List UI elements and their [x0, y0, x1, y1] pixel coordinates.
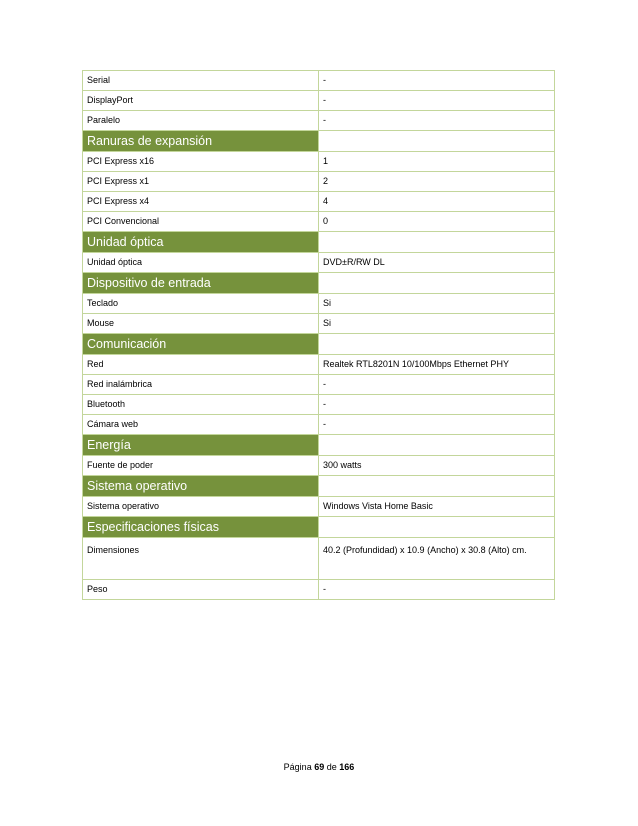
section-header-row: [83, 334, 555, 355]
table-row: [83, 456, 555, 476]
section-header-row: [83, 131, 555, 152]
page-footer: [0, 762, 638, 772]
footer-page-total: 166: [339, 762, 355, 772]
spec-label: Peso: [83, 580, 319, 600]
spec-label: PCI Express x4: [83, 192, 319, 212]
spec-label: Red inalámbrica: [83, 375, 319, 395]
table-row: [83, 375, 555, 395]
spec-label: PCI Express x1: [83, 172, 319, 192]
spec-value: 40.2 (Profundidad) x 10.9 (Ancho) x 30.8 (Alto) cm.: [319, 538, 555, 580]
table-row: [83, 111, 555, 131]
table-row: [83, 294, 555, 314]
spec-value: Realtek RTL8201N 10/100Mbps Ethernet PHY: [319, 355, 555, 375]
spec-value: 2: [319, 172, 555, 192]
section-title: Sistema operativo: [83, 476, 319, 497]
section-header-row: [83, 517, 555, 538]
section-header-row: [83, 476, 555, 497]
table-row: [83, 172, 555, 192]
spec-value: -: [319, 71, 555, 91]
footer-prefix: Página: [283, 762, 312, 772]
spec-value: -: [319, 111, 555, 131]
spec-label: Mouse: [83, 314, 319, 334]
table-row: [83, 91, 555, 111]
spec-label: Bluetooth: [83, 395, 319, 415]
section-header-row: [83, 273, 555, 294]
spec-label: Red: [83, 355, 319, 375]
spec-value: -: [319, 395, 555, 415]
table-row: [83, 538, 555, 580]
spec-value: 0: [319, 212, 555, 232]
section-title: Unidad óptica: [83, 232, 319, 253]
table-row: [83, 212, 555, 232]
footer-page-number: 69: [314, 762, 325, 772]
table-row: [83, 253, 555, 273]
spec-value: 1: [319, 152, 555, 172]
section-title: Ranuras de expansión: [83, 131, 319, 152]
section-header-row: [83, 435, 555, 456]
spec-value: 4: [319, 192, 555, 212]
section-title: Especificaciones físicas: [83, 517, 319, 538]
spec-label: Fuente de poder: [83, 456, 319, 476]
table-row: [83, 152, 555, 172]
spec-table: [82, 70, 555, 600]
section-blank-cell: [319, 334, 555, 355]
spec-label: Paralelo: [83, 111, 319, 131]
spec-label: Sistema operativo: [83, 497, 319, 517]
spec-label: PCI Convencional: [83, 212, 319, 232]
spec-label: Cámara web: [83, 415, 319, 435]
table-row: [83, 580, 555, 600]
table-row: [83, 192, 555, 212]
section-blank-cell: [319, 517, 555, 538]
table-row: [83, 355, 555, 375]
table-row: [83, 314, 555, 334]
spec-value: Si: [319, 314, 555, 334]
section-title: Dispositivo de entrada: [83, 273, 319, 294]
spec-value: 300 watts: [319, 456, 555, 476]
spec-value: DVD±R/RW DL: [319, 253, 555, 273]
spec-value: -: [319, 91, 555, 111]
section-blank-cell: [319, 435, 555, 456]
section-blank-cell: [319, 131, 555, 152]
table-row: [83, 415, 555, 435]
spec-label: Unidad óptica: [83, 253, 319, 273]
table-row: [83, 497, 555, 517]
section-blank-cell: [319, 232, 555, 253]
section-header-row: [83, 232, 555, 253]
spec-label: Teclado: [83, 294, 319, 314]
spec-value: Si: [319, 294, 555, 314]
section-blank-cell: [319, 273, 555, 294]
spec-value: Windows Vista Home Basic: [319, 497, 555, 517]
spec-label: Dimensiones: [83, 538, 319, 580]
spec-label: PCI Express x16: [83, 152, 319, 172]
section-title: Energía: [83, 435, 319, 456]
spec-label: Serial: [83, 71, 319, 91]
spec-value: -: [319, 375, 555, 395]
spec-table-body: [83, 71, 555, 600]
table-row: [83, 395, 555, 415]
section-title: Comunicación: [83, 334, 319, 355]
footer-middle: de: [326, 762, 337, 772]
section-blank-cell: [319, 476, 555, 497]
spec-value: -: [319, 415, 555, 435]
spec-value: -: [319, 580, 555, 600]
table-row: [83, 71, 555, 91]
spec-label: DisplayPort: [83, 91, 319, 111]
